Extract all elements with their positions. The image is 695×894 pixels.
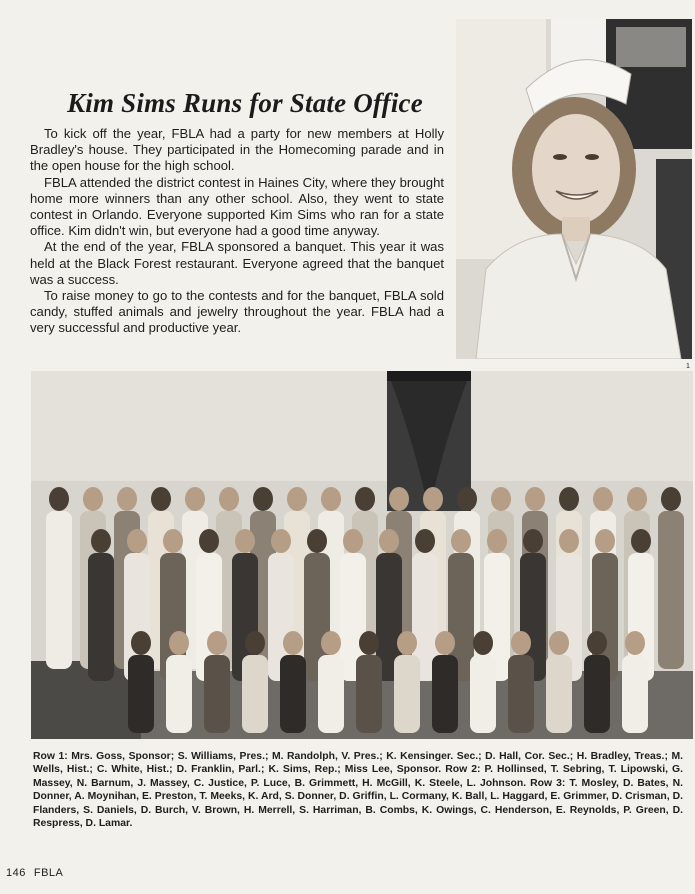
person-silhouette [46,511,72,669]
group-photo [31,371,693,739]
article-paragraph: FBLA attended the district contest in Haines City, where they brought home more winners than any other school. Also, they went to state contest in Orlando. Everyone supported Kim Sims who ran for a state office. Kim didn't win, but everyone had a good time anyway. [30,174,444,239]
person-silhouette [204,655,230,733]
photo-caption: Row 1: Mrs. Goss, Sponsor; S. Williams, Pres.; M. Randolph, V. Pres.; K. Kensinger. Sec.; D. Hall, Cor. Sec.; H. Bradley, Treas.; M. Wells, Hist.; C. White, Hist.; D. Franklin, Parl.; K. Sims, Rep.; Miss Lee, Sponsor. Row 2: P. Hollinsed, T. Sebring, T. Lipowski, G. Massey, N. Barnum, J. Massey, C. Justice, P. Luce, B. Grimmett, H. McGill, K. Steele, L. Johnson. Row 3: T. Mosley, D. Bates, N. Donner, A. Moynihan, E. Preston, T. Meeks, K. Ard, S. Donner, D. Griffin, L. Cormany, K. Ball, L. Haggard, E. Grimmer, D. Crisman, D. Flanders, S. Daniels, D. Burch, V. Brown, H. Merrell, S. Harriman, B. Combs, K. Owings, C. Henderson, E. Reynolds, P. Green, D. Respress, D. Lamar. [33,751,683,830]
person-silhouette [584,655,610,733]
person-silhouette [546,655,572,733]
person-head [523,529,543,553]
page-number: 146 [6,867,26,879]
person-silhouette [470,655,496,733]
person-head [83,487,103,511]
person-head [235,529,255,553]
person-silhouette [356,655,382,733]
person-head [49,487,69,511]
article-headline: Kim Sims Runs for State Office [67,88,423,118]
person-head [491,487,511,511]
person-head [415,529,435,553]
person-head [661,487,681,511]
article-paragraph: To kick off the year, FBLA had a party for new members at Holly Bradley's house. They participated in the Homecoming parade and in the open house for the high school. [30,126,444,174]
group-photo-image [31,371,693,739]
section-name: FBLA [33,867,64,879]
person-head [91,529,111,553]
person-silhouette [88,553,114,681]
person-head [287,487,307,511]
person-head [199,529,219,553]
person-head [307,529,327,553]
person-head [397,631,417,655]
person-head [451,529,471,553]
person-head [631,529,651,553]
person-silhouette [394,655,420,733]
person-silhouette [658,511,684,669]
person-head [525,487,545,511]
person-head [321,631,341,655]
person-head [549,631,569,655]
article-body [30,126,444,337]
person-head [559,487,579,511]
person-head [169,631,189,655]
portrait-photo [456,19,692,359]
person-silhouette [280,655,306,733]
person-silhouette [318,655,344,733]
person-head [487,529,507,553]
person-head [595,529,615,553]
person-head [131,631,151,655]
person-silhouette [432,655,458,733]
person-head [625,631,645,655]
person-head [343,529,363,553]
person-head [127,529,147,553]
person-head [587,631,607,655]
person-head [511,631,531,655]
person-silhouette [508,655,534,733]
person-head [253,487,273,511]
person-head [151,487,171,511]
person-silhouette [128,655,154,733]
article-paragraph: To raise money to go to the contests and for the banquet, FBLA sold candy, stuffed animals and jewelry throughout the year. FBLA had a very successful and productive year. [30,288,444,336]
person-head [271,529,291,553]
person-head [359,631,379,655]
person-head [185,487,205,511]
article-paragraph: At the end of the year, FBLA sponsored a banquet. This year it was held at the Black Forest restaurant. Everyone agreed that the banquet was a success. [30,239,444,287]
person-head [457,487,477,511]
person-head [117,487,137,511]
person-head [355,487,375,511]
page-footer [6,867,71,879]
person-head [163,529,183,553]
person-head [593,487,613,511]
person-silhouette [242,655,268,733]
person-head [219,487,239,511]
person-silhouette [166,655,192,733]
person-head [559,529,579,553]
person-silhouette [622,655,648,733]
portrait-photo-image [456,19,692,359]
person-head [245,631,265,655]
person-head [321,487,341,511]
person-head [207,631,227,655]
person-head [627,487,647,511]
person-head [389,487,409,511]
person-head [473,631,493,655]
person-head [379,529,399,553]
person-head [283,631,303,655]
photo-number: 1 [686,363,690,370]
person-head [435,631,455,655]
person-head [423,487,443,511]
